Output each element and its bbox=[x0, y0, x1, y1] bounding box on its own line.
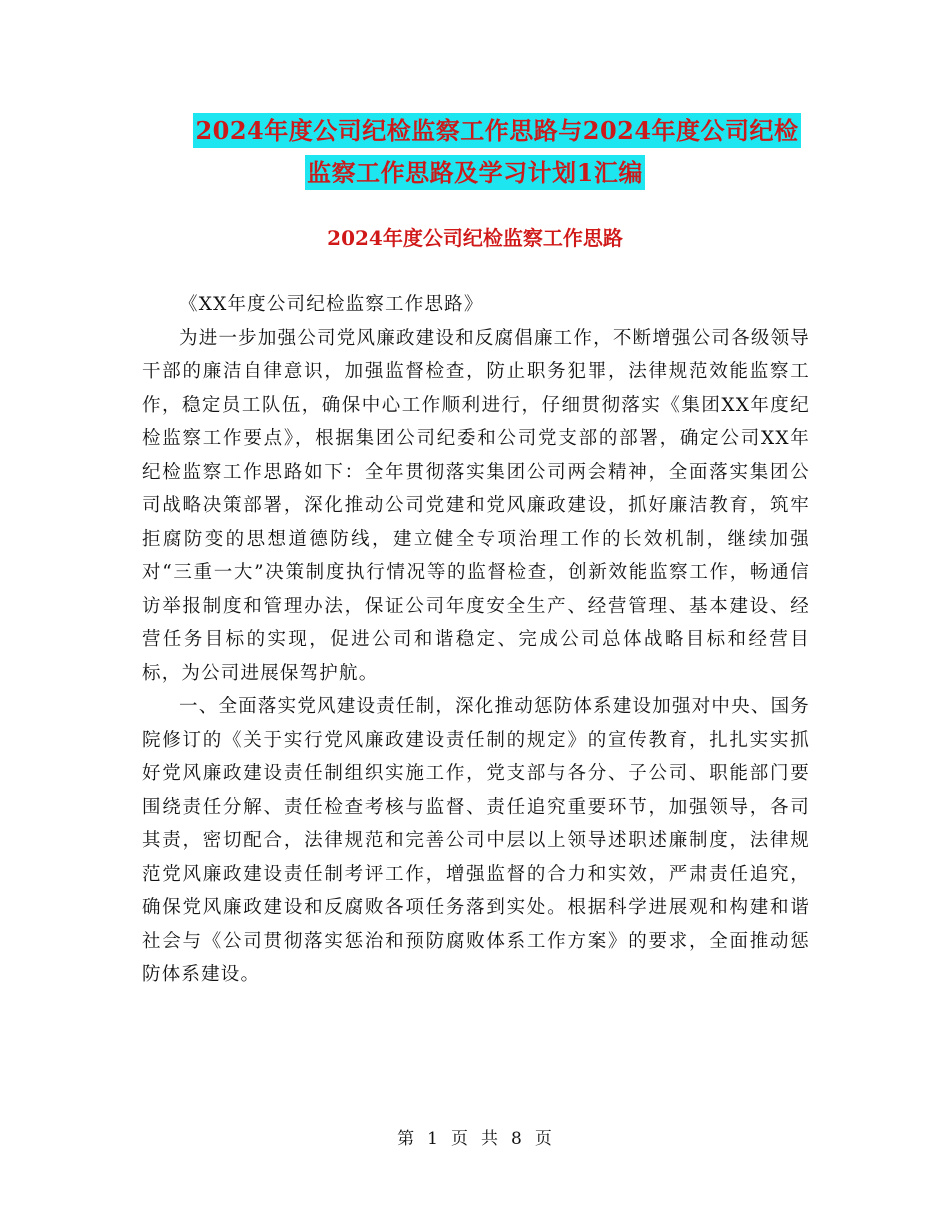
title-highlight-1: 2024年度公司纪检监察工作思路与2024年度公司纪检 bbox=[193, 113, 800, 148]
footer-total-pages: 8 bbox=[511, 1129, 523, 1149]
section-title: 2024年度公司纪检监察工作思路 bbox=[327, 226, 623, 250]
document-title-line1 bbox=[22, 116, 950, 146]
document-title-line2 bbox=[0, 158, 950, 188]
footer-current-page: 1 bbox=[427, 1129, 439, 1149]
title-highlight-2: 监察工作思路及学习计划1汇编 bbox=[305, 155, 645, 190]
footer-total-label: 共 bbox=[481, 1129, 499, 1149]
footer-prefix: 第 bbox=[397, 1129, 416, 1149]
footer-page-label: 页 bbox=[451, 1129, 469, 1149]
footer-page-label-2: 页 bbox=[534, 1129, 553, 1149]
paragraph-book-title: 《XX年度公司纪检监察工作思路》 bbox=[179, 294, 484, 315]
page-footer bbox=[0, 1124, 950, 1149]
body-text bbox=[142, 288, 810, 992]
paragraph-section-one: 一、全面落实党风建设责任制，深化推动惩防体系建设加强对中央、国务院修订的《关于实行党风廉政建设责任制的规定》的宣传教育，扎扎实实抓好党风廉政建设责任制组织实施工作，党支部与各分、子公司、职能部门要围绕责任分解、责任检查考核与监督、责任追究重要环节，加强领导，各司其责，密切配合，法律规范和完善公司中层以上领导述职述廉制度，法律规范党风廉政建设责任制考评工作，增强监督的合力和实效，严肃责任追究，确保党风廉政建设和反腐败各项任务落到实处。根据科学进展观和构建和谐社会与《公司贯彻落实惩治和预防腐败体系工作方案》的要求，全面推动惩防体系建设。 bbox=[142, 696, 810, 985]
paragraph-intro: 为进一步加强公司党风廉政建设和反腐倡廉工作，不断增强公司各级领导干部的廉洁自律意识，加强监督检查，防止职务犯罪，法律规范效能监察工作，稳定员工队伍，确保中心工作顺利进行，仔细贯彻落实《集团XX年度纪检监察工作要点》，根据集团公司纪委和公司党支部的部署，确定公司XX年纪检监察工作思路如下：全年贯彻落实集团公司两会精神，全面落实集团公司战略决策部署，深化推动公司党建和党风廉政建设，抓好廉洁教育，筑牢拒腐防变的思想道德防线，建立健全专项治理工作的长效机制，继续加强对“三重一大”决策制度执行情况等的监督检查，创新效能监察工作，畅通信访举报制度和管理办法，保证公司年度安全生产、经营管理、基本建设、经营任务目标的实现，促进公司和谐稳定、完成公司总体战略目标和经营目标，为公司进展保驾护航。 bbox=[142, 327, 810, 684]
